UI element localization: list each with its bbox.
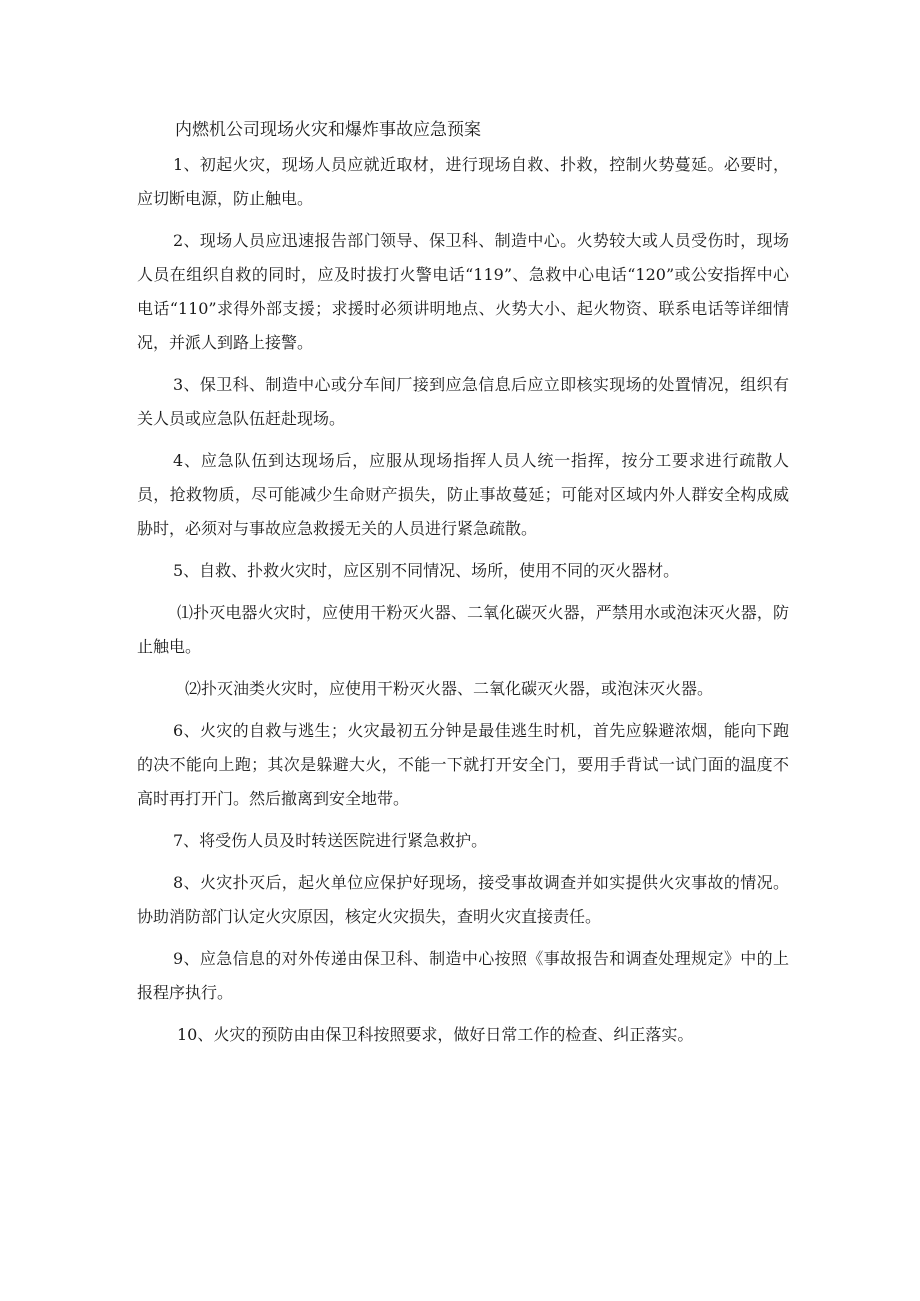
document-body bbox=[137, 116, 789, 1052]
paragraph-3: 3、保卫科、制造中心或分车间厂接到应急信息后应立即核实现场的处置情况，组织有关人员或应急队伍赶赴现场。 bbox=[137, 375, 789, 428]
paragraph-5: 5、自救、扑救火灾时，应区别不同情况、场所，使用不同的灭火器材。 bbox=[173, 561, 680, 580]
paragraph-10: 10、火灾的预防由由保卫科按照要求，做好日常工作的检查、纠正落实。 bbox=[177, 1025, 694, 1044]
paragraph-1: 1、初起火灾，现场人员应就近取材，进行现场自救、扑救，控制火势蔓延。必要时，应切断电源，防止触电。 bbox=[137, 155, 789, 208]
paragraph-5-sub-2: ⑵扑灭油类火灾时，应使用干粉灭火器、二氧化碳灭火器，或泡沫灭火器。 bbox=[185, 679, 714, 698]
document-title: 内燃机公司现场火灾和爆炸事故应急预案 bbox=[175, 120, 481, 140]
paragraph-8: 8、火灾扑灭后，起火单位应保护好现场，接受事故调查并如实提供火灾事故的情况。协助消防部门认定火灾原因，核定火灾损失，查明火灾直接责任。 bbox=[137, 873, 789, 926]
paragraph-2: 2、现场人员应迅速报告部门领导、保卫科、制造中心。火势较大或人员受伤时，现场人员在组织自救的同时，应及时拔打火警电话“119”、急救中心电话“120”或公安指挥中心电话“110”求得外部支援；求援时必须讲明地点、火势大小、起火物资、联系电话等详细情况，并派人到路上接警。 bbox=[137, 231, 789, 352]
paragraph-9: 9、应急信息的对外传递由保卫科、制造中心按照《事故报告和调查处理规定》中的上报程序执行。 bbox=[137, 949, 789, 1002]
paragraph-5-sub-1: ⑴扑灭电器火灾时，应使用干粉灭火器、二氧化碳灭火器，严禁用水或泡沫灭火器，防止触电。 bbox=[137, 603, 789, 656]
paragraph-4: 4、应急队伍到达现场后，应服从现场指挥人员人统一指挥，按分工要求进行疏散人员，抢救物质，尽可能减少生命财产损失，防止事故蔓延；可能对区域内外人群安全构成威胁时，必须对与事故应急救援无关的人员进行紧急疏散。 bbox=[137, 451, 789, 538]
paragraph-7: 7、将受伤人员及时转送医院进行紧急救护。 bbox=[173, 831, 488, 850]
paragraph-6: 6、火灾的自救与逃生；火灾最初五分钟是最佳逃生时机，首先应躲避浓烟，能向下跑的决不能向上跑；其次是躲避大火，不能一下就打开安全门，要用手背试一试门面的温度不高时再打开门。然后撤离到安全地带。 bbox=[137, 721, 789, 808]
